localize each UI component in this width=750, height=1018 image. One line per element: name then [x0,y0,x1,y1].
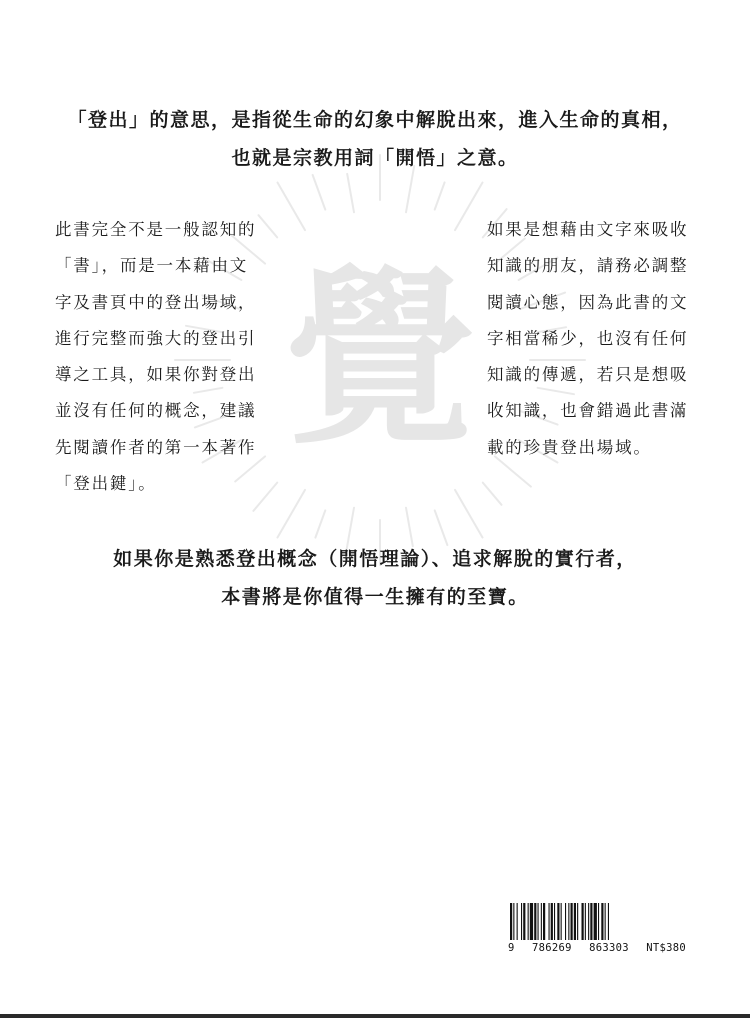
barcode-caption [508,942,686,954]
barcode-bar [543,903,545,940]
barcode-bar [574,903,576,940]
barcode-bar [601,903,603,940]
barcode-bar [534,903,536,940]
barcode-bar [585,903,586,940]
price-label: NT$380 [646,942,686,954]
watermark-ray [315,510,325,537]
right-paragraph-line: 知識的朋友，請務必調整 [487,256,689,276]
watermark-ray [483,483,502,505]
barcode-bar [577,903,578,940]
headline-bottom-line: 如果你是熟悉登出概念（開悟理論）、追求解脫的實行者， [113,548,637,570]
left-paragraph-line: 導之工具，如果你對登出 [55,365,257,385]
watermark-ray [455,183,483,231]
barcode-bar [608,903,609,940]
barcode-bar [554,903,555,940]
headline-bottom [0,540,750,616]
watermark-ray [313,175,326,210]
svg-text:覺: 覺 [284,247,476,470]
barcode-bar [523,903,525,940]
right-paragraph-line: 如果是想藉由文字來吸收 [487,220,689,239]
right-paragraph [487,212,688,466]
left-paragraph [55,212,256,502]
watermark-ray [253,483,277,511]
barcode-bar [541,903,542,940]
left-paragraph-line: 並沒有任何的概念，建議 [55,401,257,421]
left-paragraph-line: 「登出鍵」。 [55,474,157,494]
right-paragraph-line: 閱讀心態，因為此書的文 [487,292,689,312]
isbn-group-2: 863303 [589,942,629,954]
headline-top [0,101,750,177]
bottom-divider [0,1014,750,1018]
isbn-group-1: 786269 [532,942,572,954]
headline-top-line: 也就是宗教用詞「開悟」之意。 [231,147,519,169]
left-paragraph-line: 先閱讀作者的第一本著作 [55,437,257,457]
barcode-bar [530,903,533,940]
barcode-bar [571,903,573,940]
barcode-bar [568,903,569,940]
barcode-bar [598,903,599,940]
right-paragraph-line: 收知識，也會錯過此書滿 [487,401,689,421]
barcode-bar [517,903,518,940]
headline-bottom-line: 本書將是你值得一生擁有的至寶。 [221,586,529,608]
headline-top-line: 「登出」的意思，是指從生命的幻象中解脫出來，進入生命的真相， [67,109,683,131]
barcode-bar [510,903,512,940]
barcode-bar [605,903,606,940]
watermark-ray [278,183,306,231]
barcode-bar [561,903,562,940]
left-paragraph-line: 進行完整而強大的登出引 [55,328,257,348]
barcode-bar [521,903,522,940]
barcode-bar [551,903,553,940]
barcode-bar [582,903,584,940]
watermark-ray [435,182,445,209]
watermark-ray [455,490,483,538]
watermark-ray [347,174,354,212]
barcode-bar [590,903,592,940]
right-paragraph-line: 知識的傳遞，若只是想吸 [487,365,689,385]
isbn-prefix: 9 [508,942,515,954]
barcode-bar [528,903,529,940]
left-paragraph-line: 「書」，而是一本藉由文 [55,256,249,276]
watermark-ray [278,490,306,538]
barcode-bar [588,903,589,940]
left-paragraph-line: 此書完全不是一般認知的 [55,220,257,239]
barcode-bar [513,903,514,940]
barcode-bar [549,903,550,940]
barcode-bar [557,903,559,940]
right-paragraph-line: 載的珍貴登出場域。 [487,437,652,457]
right-paragraph-line: 字相當稀少，也沒有任何 [487,328,689,348]
barcode-bar [565,903,566,940]
barcode-bar [594,903,597,940]
left-paragraph-line: 字及書頁中的登出場域， [55,292,257,312]
watermark-ray [259,215,278,237]
barcode-bar [538,903,539,940]
